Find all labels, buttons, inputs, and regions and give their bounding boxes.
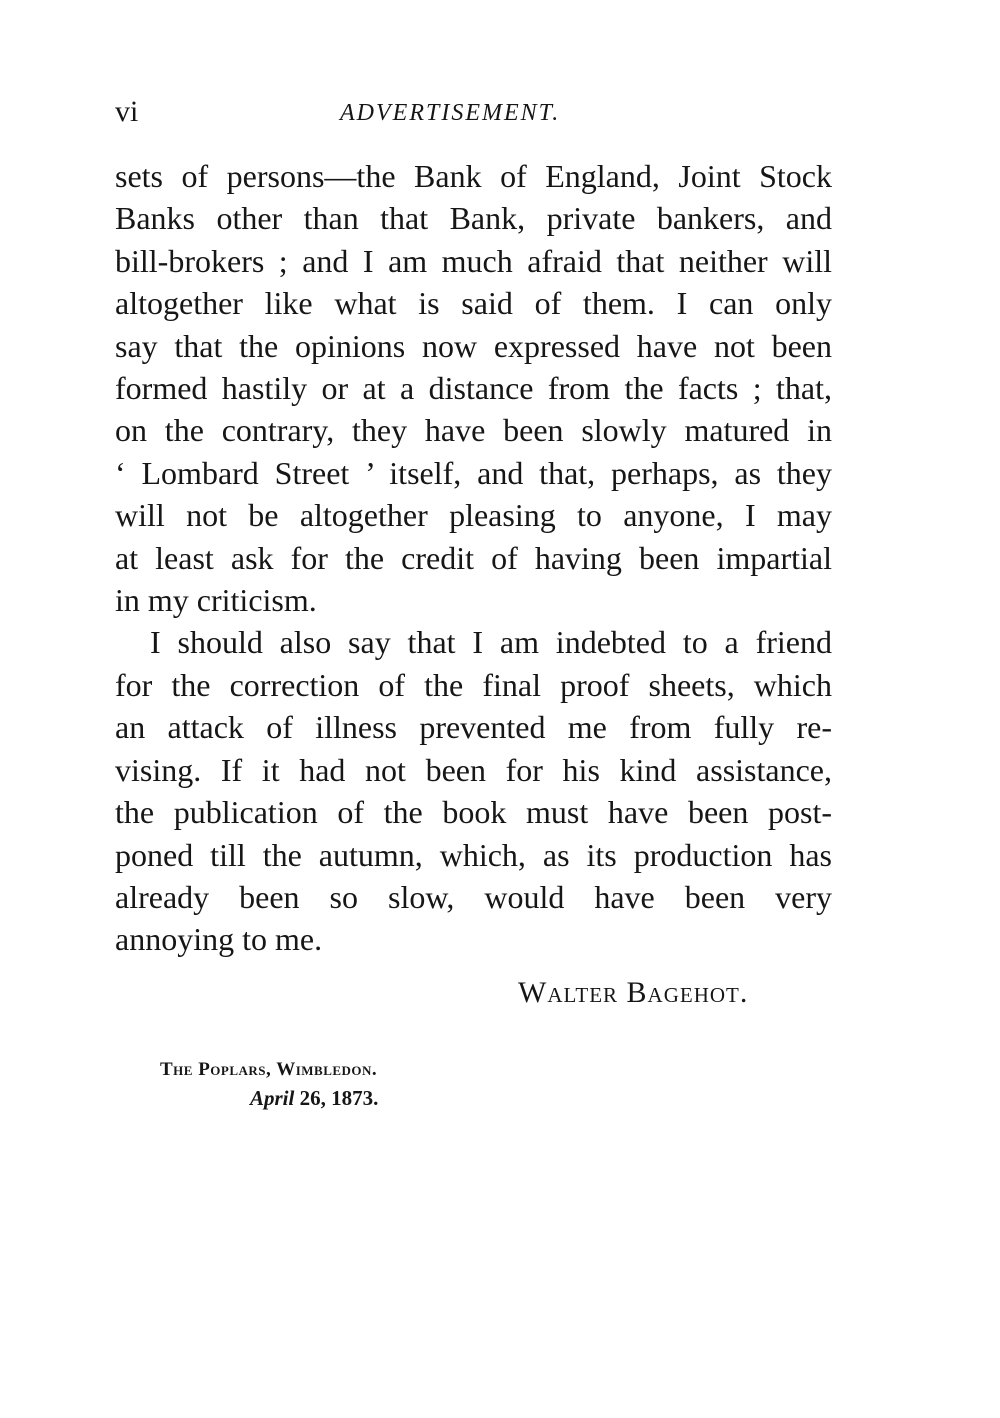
date-month: April [250,1086,295,1110]
text-line: poned till the autumn, which, as its production has [115,836,832,873]
text-line: in my criticism. [115,582,317,619]
text-line: I should also say that I am indebted to a friend [150,624,832,661]
text-line: already been so slow, would have been very [115,878,832,915]
text-line: sets of persons—the Bank of England, Joint Stock [115,158,832,194]
text-line: annoying to me. [115,921,323,958]
running-head: ADVERTISEMENT. [340,100,561,126]
text-line: at least ask for the credit of having been impartial [115,539,832,576]
text-line: Banks other than that Bank, private bankers, and [115,200,832,237]
text-line: say that the opinions now expressed have not been [115,327,832,364]
advertisement-body [115,155,832,961]
text-line: vising. If it had not been for his kind assistance, [115,751,832,788]
text-line: on the contrary, they have been slowly matured in [115,412,832,449]
paragraph-1 [115,155,832,621]
paragraph-2 [115,621,832,960]
text-line: the publication of the book must have been post- [115,794,832,831]
date-day-year: 26, 1873. [294,1086,379,1110]
place-line: The Poplars, Wimbledon. [160,1059,378,1080]
page-number: vi [115,95,139,128]
text-line: an attack of illness prevented me from fully re- [115,709,832,746]
text-line: ‘ Lombard Street ’ itself, and that, perhaps, as they [115,454,832,491]
text-line: formed hastily or at a distance from the facts ; that, [115,370,832,407]
author-signature: Walter Bagehot. [518,976,749,1009]
text-line: will not be altogether pleasing to anyone, I may [115,497,832,534]
date-line [250,1084,378,1112]
text-line: for the correction of the final proof sheets, which [115,666,832,703]
text-line: bill-brokers ; and I am much afraid that neither will [115,242,832,279]
text-line: altogether like what is said of them. I can only [115,285,832,322]
